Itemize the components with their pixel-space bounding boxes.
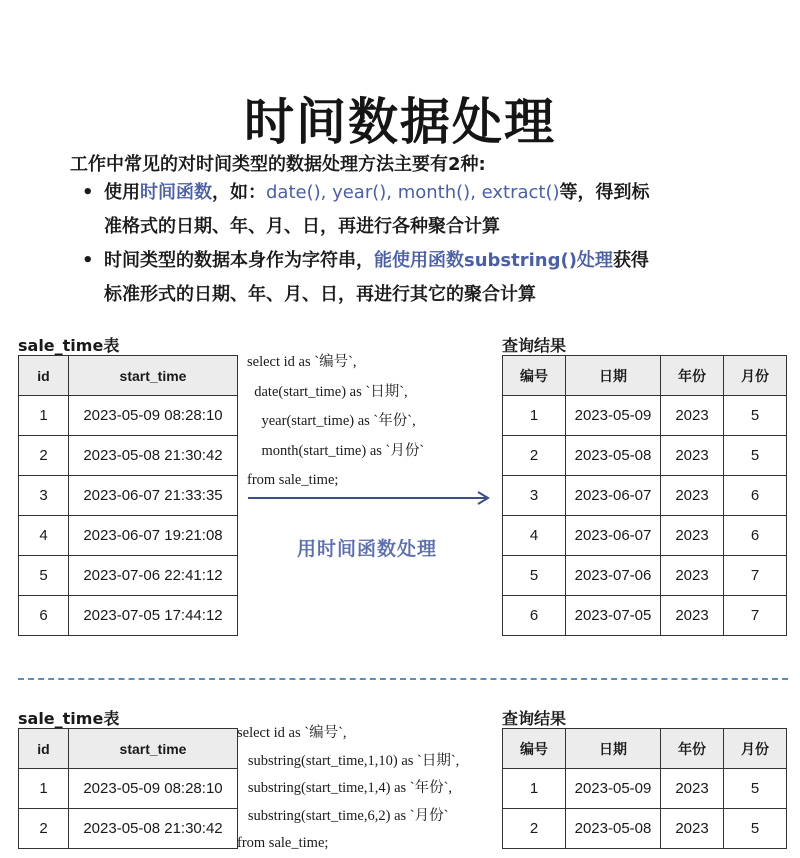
table-cell: 4 <box>503 516 566 556</box>
arrow-right-icon <box>246 488 496 508</box>
table-cell: 6 <box>19 596 69 636</box>
table-cell: 6 <box>724 516 787 556</box>
bullet-1-pre: 使用 <box>104 182 140 203</box>
source-table <box>18 355 238 636</box>
table-cell: 1 <box>19 396 69 436</box>
table-cell: 6 <box>724 476 787 516</box>
column-header: id <box>19 356 69 396</box>
sql-line: month(start_time) as `月份` <box>247 442 425 459</box>
bullet-2-post: 获得 <box>612 250 649 271</box>
bullet-2-line2: 标准形式的日期、年、月、日，再进行其它的聚合计算 <box>104 284 536 305</box>
bullet-1 <box>82 176 742 244</box>
table-cell: 5 <box>724 809 787 849</box>
table-cell: 2023 <box>661 516 724 556</box>
table-cell: 1 <box>503 769 566 809</box>
table-cell: 2023 <box>661 476 724 516</box>
table-cell: 2 <box>503 809 566 849</box>
table-cell: 2023 <box>661 396 724 436</box>
sql-line: select id as `编号`, <box>247 354 357 370</box>
column-header: 月份 <box>724 356 787 396</box>
table-row <box>503 769 787 809</box>
table-row <box>19 596 238 636</box>
table-row <box>503 516 787 556</box>
table-cell: 2023-06-07 21:33:35 <box>69 476 238 516</box>
table-cell: 5 <box>503 556 566 596</box>
sql-line: year(start_time) as `年份`, <box>247 413 416 429</box>
column-header: start_time <box>69 356 238 396</box>
sql-query <box>237 720 459 858</box>
column-header: start_time <box>69 729 238 769</box>
bullet-1-highlight: 时间函数 <box>140 182 212 203</box>
sql-line: from sale_time; <box>237 835 329 851</box>
source-table-label: sale_time表 <box>18 709 120 728</box>
sql-line: substring(start_time,1,10) as `日期`, <box>237 752 460 769</box>
column-header: 年份 <box>661 729 724 769</box>
table-cell: 3 <box>503 476 566 516</box>
table-row <box>19 476 238 516</box>
table-cell: 2023 <box>661 596 724 636</box>
table-row <box>19 396 238 436</box>
table-cell: 5 <box>724 769 787 809</box>
table-cell: 2023-05-08 <box>566 809 661 849</box>
table-cell: 2023 <box>661 556 724 596</box>
intro-text: 工作中常见的对时间类型的数据处理方法主要有2种: <box>70 154 486 175</box>
bullet-1-funcs: date(), year(), month(), extract() <box>266 182 560 203</box>
table-cell: 5 <box>724 396 787 436</box>
table-cell: 2023-07-06 22:41:12 <box>69 556 238 596</box>
column-header: id <box>19 729 69 769</box>
page-title: 时间数据处理 <box>244 93 556 151</box>
result-table <box>502 728 787 849</box>
table-cell: 2023-05-09 08:28:10 <box>69 769 238 809</box>
method-caption: 用时间函数处理 <box>297 538 438 560</box>
sql-line: substring(start_time,6,2) as `月份` <box>237 807 449 824</box>
table-row <box>19 809 238 849</box>
table-cell: 2023-05-09 08:28:10 <box>69 396 238 436</box>
table-cell: 4 <box>19 516 69 556</box>
column-header: 年份 <box>661 356 724 396</box>
table-row <box>503 809 787 849</box>
column-header: 月份 <box>724 729 787 769</box>
table-row <box>19 516 238 556</box>
table-row <box>503 596 787 636</box>
table-cell: 2023 <box>661 809 724 849</box>
bullet-1-line2: 准格式的日期、年、月、日，再进行各种聚合计算 <box>104 216 500 237</box>
table-cell: 2 <box>19 809 69 849</box>
bullet-1-post: 等，得到标 <box>559 182 650 203</box>
sql-query <box>247 348 424 496</box>
table-row <box>19 436 238 476</box>
table-cell: 7 <box>724 556 787 596</box>
table-cell: 6 <box>503 596 566 636</box>
table-row <box>503 476 787 516</box>
table-cell: 7 <box>724 596 787 636</box>
source-table-label: sale_time表 <box>18 336 120 355</box>
table-cell: 2023-05-09 <box>566 396 661 436</box>
table-cell: 2023 <box>661 769 724 809</box>
table-cell: 2023-06-07 <box>566 476 661 516</box>
table-row <box>503 436 787 476</box>
table-row <box>503 396 787 436</box>
column-header: 编号 <box>503 356 566 396</box>
table-cell: 2023-06-07 <box>566 516 661 556</box>
bullet-1-mid: ，如： <box>212 182 266 203</box>
result-table-label: 查询结果 <box>502 709 567 728</box>
table-row <box>19 556 238 596</box>
bullet-dot: • <box>82 182 94 203</box>
table-cell: 3 <box>19 476 69 516</box>
sql-line: from sale_time; <box>247 472 339 488</box>
table-cell: 2023-05-09 <box>566 769 661 809</box>
sql-line: substring(start_time,1,4) as `年份`, <box>237 780 453 796</box>
table-cell: 2023-07-05 17:44:12 <box>69 596 238 636</box>
section-divider <box>18 678 788 680</box>
table-cell: 2023-07-05 <box>566 596 661 636</box>
table-cell: 2023-05-08 21:30:42 <box>69 436 238 476</box>
result-table <box>502 355 787 636</box>
table-row <box>19 769 238 809</box>
source-table <box>18 728 238 849</box>
table-cell: 2023-06-07 19:21:08 <box>69 516 238 556</box>
bullet-2-highlight: 能使用函数substring()处理 <box>374 250 613 271</box>
column-header: 日期 <box>566 729 661 769</box>
bullet-2-pre: 时间类型的数据本身作为字符串， <box>104 250 374 271</box>
sql-line: date(start_time) as `日期`, <box>247 383 408 400</box>
table-cell: 2023-05-08 21:30:42 <box>69 809 238 849</box>
table-cell: 5 <box>724 436 787 476</box>
column-header: 日期 <box>566 356 661 396</box>
table-cell: 2023 <box>661 436 724 476</box>
table-cell: 1 <box>19 769 69 809</box>
table-cell: 2 <box>503 436 566 476</box>
table-cell: 5 <box>19 556 69 596</box>
result-table-label: 查询结果 <box>502 336 567 355</box>
sql-line: select id as `编号`, <box>237 725 347 741</box>
table-cell: 2023-07-06 <box>566 556 661 596</box>
column-header: 编号 <box>503 729 566 769</box>
table-cell: 1 <box>503 396 566 436</box>
table-cell: 2023-05-08 <box>566 436 661 476</box>
bullet-dot: • <box>82 250 94 271</box>
table-row <box>503 556 787 596</box>
table-cell: 2 <box>19 436 69 476</box>
bullet-2 <box>82 244 742 312</box>
